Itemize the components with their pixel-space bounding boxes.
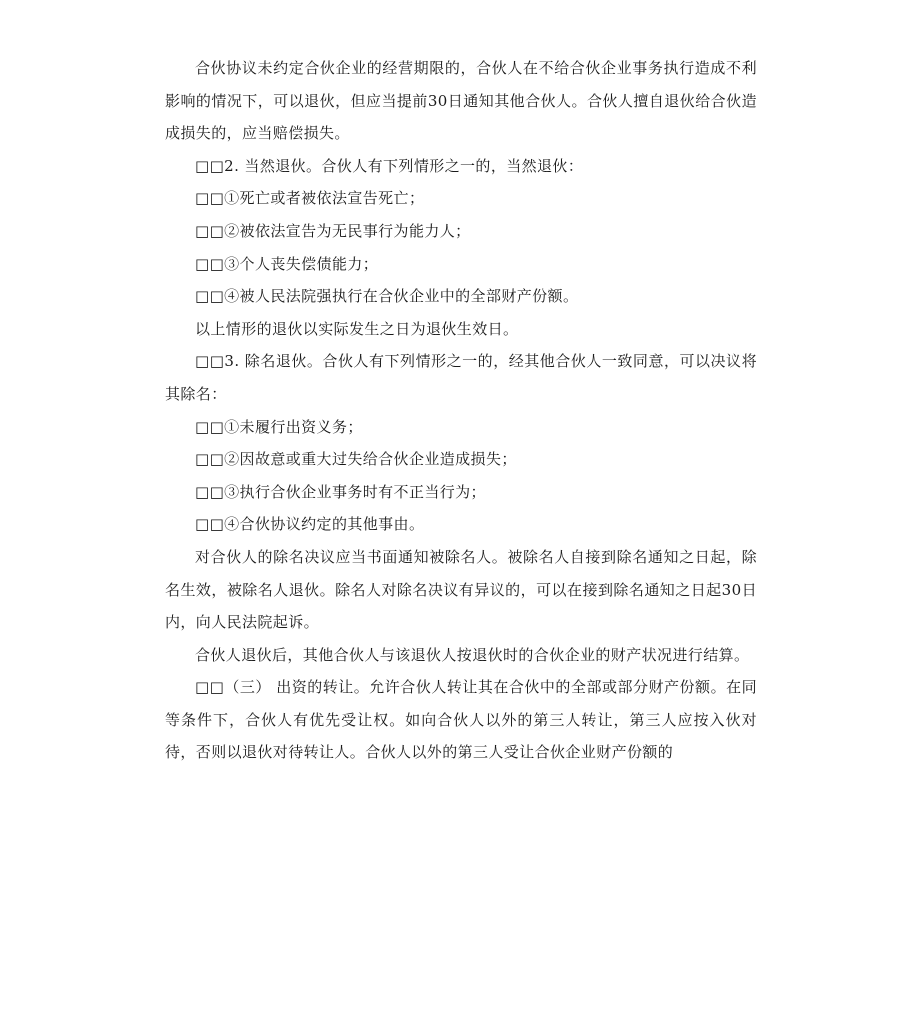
paragraph-automatic-withdrawal: □□2. 当然退伙。合伙人有下列情形之一的，当然退伙： bbox=[195, 156, 584, 175]
list-item-misconduct: □□③执行合伙企业事务时有不正当行为； bbox=[195, 482, 486, 501]
list-item-insolvency: □□③个人丧失偿债能力； bbox=[195, 254, 379, 273]
paragraph-withdrawal-notice: 合伙协议未约定合伙企业的经营期限的，合伙人在不给合伙企业事务执行造成不利影响的情况下，可以退伙，但应当提前30日通知其他合伙人。合伙人擅自退伙给合伙造成损失的，应当赔偿损失。 bbox=[165, 59, 757, 143]
document-body bbox=[165, 52, 757, 769]
paragraph-settlement: 合伙人退伙后，其他合伙人与该退伙人按退伙时的合伙企业的财产状况进行结算。 bbox=[195, 645, 750, 664]
list-item-enforcement: □□④被人民法院强执行在合伙企业中的全部财产份额。 bbox=[195, 287, 579, 306]
list-item-other-causes: □□④合伙协议约定的其他事由。 bbox=[195, 515, 425, 534]
paragraph-capital-transfer: □□（三） 出资的转让。允许合伙人转让其在合伙中的全部或部分财产份额。在同等条件下，合伙人有优先受让权。如向合伙人以外的第三人转让，第三人应按入伙对待，否则以退伙对待转让人。合伙人以外的第三人受让合伙企业财产份额的 bbox=[165, 678, 757, 762]
paragraph-expulsion: □□3. 除名退伙。合伙人有下列情形之一的，经其他合伙人一致同意，可以决议将其除名： bbox=[165, 352, 757, 403]
paragraph-effective-date: 以上情形的退伙以实际发生之日为退伙生效日。 bbox=[195, 319, 519, 338]
list-item-incapacity: □□②被依法宣告为无民事行为能力人； bbox=[195, 221, 471, 240]
list-item-capital-default: □□①未履行出资义务； bbox=[195, 417, 363, 436]
list-item-death: □□①死亡或者被依法宣告死亡； bbox=[195, 189, 425, 208]
paragraph-expulsion-notice: 对合伙人的除名决议应当书面通知被除名人。被除名人自接到除名通知之日起，除名生效，被除名人退伙。除名人对除名决议有异议的，可以在接到除名通知之日起30日内，向人民法院起诉。 bbox=[165, 547, 757, 632]
list-item-negligence-loss: □□②因故意或重大过失给合伙企业造成损失； bbox=[195, 450, 517, 469]
